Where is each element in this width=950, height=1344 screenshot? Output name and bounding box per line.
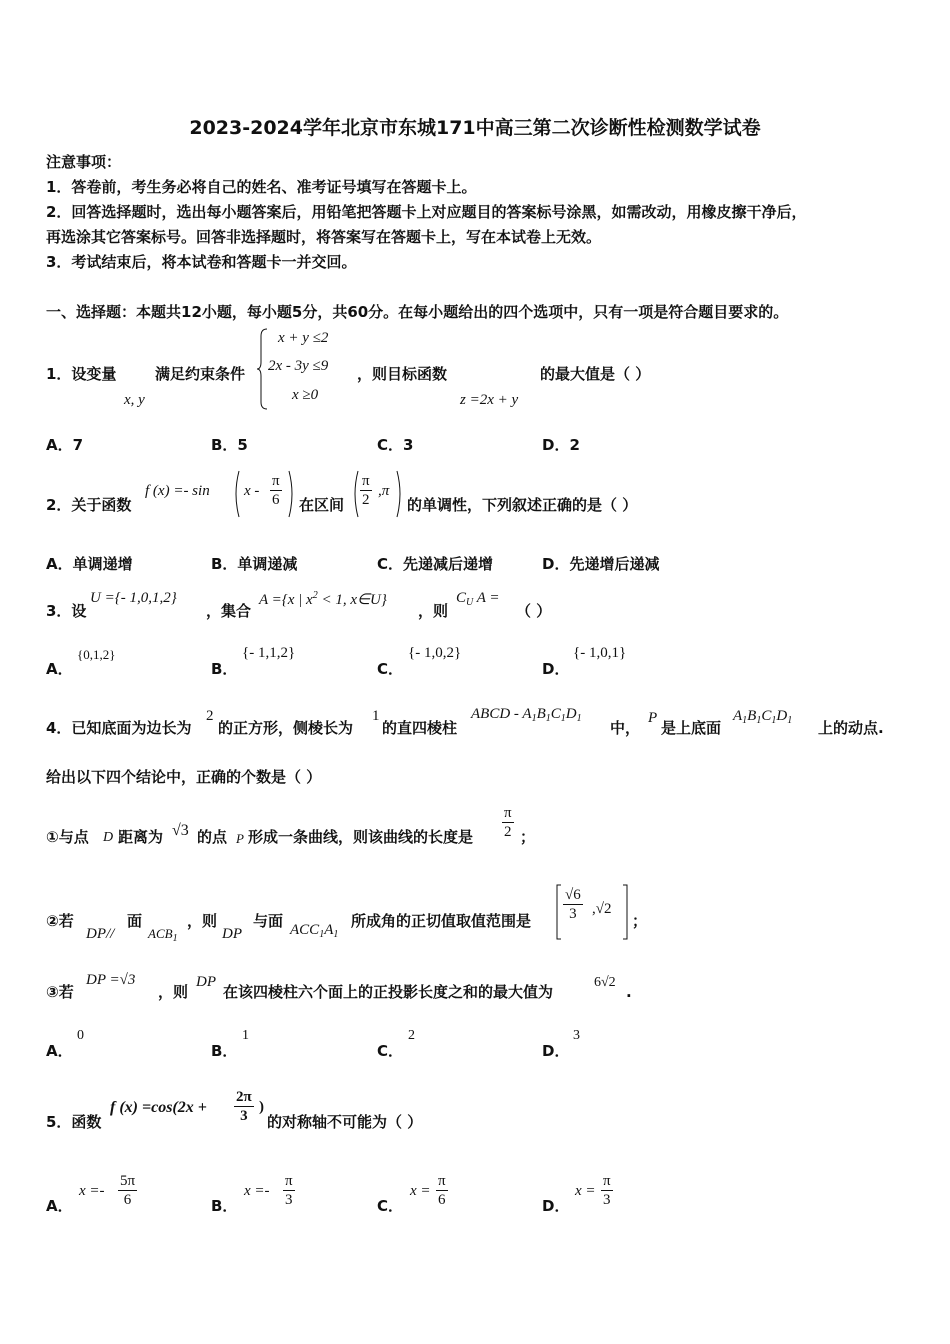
q4-prism: ABCD - $A_1B_1C_1D_1$ [471, 706, 582, 724]
q5-option-b: B． [211, 1197, 238, 1215]
q3-c-end: A = [476, 590, 500, 606]
q3-option-d: D． [542, 660, 570, 678]
q1-option-a: A．7 [46, 436, 84, 454]
q4-option-b: B． [211, 1042, 238, 1060]
q4-p6: 上的动点. [818, 719, 884, 737]
q4-s2-bracket-right [622, 884, 628, 940]
q4-s1-c: 的点 [197, 828, 228, 846]
q4-option-b-value: 1 [242, 1028, 249, 1043]
q4-s3-c: 在该四棱柱六个面上的正投影长度之和的最大值为 [223, 983, 554, 1001]
q1-option-c: C．3 [377, 436, 414, 454]
q4-s3-dp-eq: DP =√3 [86, 972, 136, 988]
q4-option-c: C． [377, 1042, 404, 1060]
q3-option-a: A． [46, 660, 73, 678]
q3-set-u: U ={- 1,0,1,2} [90, 590, 177, 606]
q4-s3-dp: DP [196, 974, 216, 990]
q3-prefix: 3．设 [46, 602, 87, 620]
q4-s2-acb-label: ACB [148, 926, 173, 941]
q5-option-c-frac [436, 1172, 448, 1209]
q5-option-c: C． [377, 1197, 404, 1215]
q4-s2-dp: DP [222, 926, 242, 942]
q5-option-a-frac [118, 1172, 137, 1209]
q4-s1-a: ①与点 [46, 828, 89, 846]
q2-pi-end: ,π [378, 483, 390, 499]
q5-option-d-frac [601, 1172, 613, 1209]
q3-option-a-value: {0,1,2} [77, 647, 116, 662]
q3-set-a [259, 590, 387, 609]
q4-s2-root2: ,√2 [592, 901, 612, 917]
q3-option-c-value: {- 1,0,2} [408, 645, 462, 661]
q3-set-a-1: A ={x | x [259, 592, 313, 608]
q2-option-c: C．先递减后递增 [377, 555, 494, 573]
q4-s1-two: 2 [504, 824, 512, 840]
q2-pi-2: π [362, 473, 370, 489]
q4-s2-acc-label: ACC [290, 922, 320, 938]
q4-s2-b: 面 [127, 912, 143, 930]
notice-item: 1．答卷前，考生务必将自己的姓名、准考证号填写在答题卡上。 [46, 178, 477, 196]
q1-constraint-3: x ≥0 [292, 387, 319, 403]
q2-two: 2 [362, 492, 370, 508]
q5-function: f (x) =cos(2x + [110, 1099, 207, 1116]
q4-s1-pi: π [504, 805, 512, 821]
q2-interval-left [351, 470, 359, 518]
q5-suffix: 的对称轴不可能为（ ） [267, 1113, 423, 1131]
q4-p1: 4．已知底面为边长为 [46, 719, 192, 737]
q4-s3-d: . [626, 983, 632, 1001]
q5-den: 3 [240, 1108, 248, 1124]
q2-six: 6 [272, 492, 280, 508]
q3-option-b-value: {- 1,1,2} [242, 645, 296, 661]
q1-prefix: 1．设变量 [46, 365, 117, 383]
q4-edge-length: 1 [372, 708, 380, 724]
q2-frac-pi6 [270, 472, 282, 509]
q4-s1-b: 距离为 [118, 828, 164, 846]
q4-side-length: 2 [206, 708, 214, 724]
page-title: 2023-2024学年北京市东城171中高三第二次诊断性检测数学试卷 [189, 117, 761, 139]
q1-suffix: 的最大值是（ ） [540, 365, 651, 383]
q4-s2-e: 所成角的正切值取值范围是 [351, 912, 532, 930]
q4-s2-a: ②若 [46, 912, 74, 930]
q3-set-a-2: < 1, x∈U} [321, 592, 387, 608]
q5-option-a-num: 5π [120, 1173, 136, 1189]
q1-mid2: ，则目标函数 [357, 365, 448, 383]
q5-option-b-den: 3 [285, 1192, 293, 1208]
q4-option-c-value: 2 [408, 1028, 415, 1043]
q1-mid: 满足约束条件 [155, 365, 246, 383]
q4-s2-acc: $ACC_1A_1$ [290, 922, 339, 940]
q1-option-d: D．2 [542, 436, 580, 454]
q4-line2: 给出以下四个结论中，正确的个数是（ ） [46, 768, 322, 786]
q1-constraint-1: x + y ≤2 [278, 330, 329, 346]
q4-s2-three: 3 [569, 906, 577, 922]
q4-p4: 中， [610, 719, 641, 737]
q3-option-c: C． [377, 660, 404, 678]
notice-heading: 注意事项： [46, 153, 122, 171]
q2-paren-left [232, 470, 240, 518]
q4-s2-root6: √6 [565, 887, 581, 903]
q4-option-a-value: 0 [77, 1028, 84, 1043]
q4-s1-d: 形成一条曲线，则该曲线的长度是 [248, 828, 474, 846]
q3-suffix: （ ） [516, 602, 552, 620]
q3-square: 2 [312, 590, 318, 601]
q5-option-a: A． [46, 1197, 73, 1215]
q4-option-d: D． [542, 1042, 570, 1060]
q2-mid: 在区间 [299, 496, 345, 514]
q5-close: ) [259, 1099, 264, 1115]
q4-p2: 的正方形，侧棱长为 [218, 719, 354, 737]
q4-s1-frac [502, 804, 514, 841]
q2-argument: x - [244, 483, 260, 499]
q2-option-b: B．单调递减 [211, 555, 298, 573]
q4-prism-label: ABCD - A [471, 706, 532, 722]
q4-s2-bracket-left [556, 884, 562, 940]
q5-option-b-num: π [285, 1173, 293, 1189]
q5-option-c-lhs: x = [410, 1183, 431, 1199]
q3-mid2: ，则 [418, 602, 449, 620]
q5-option-d: D． [542, 1197, 570, 1215]
q4-s2-dp-parallel: DP// [86, 926, 115, 942]
q2-pi: π [272, 473, 280, 489]
q4-p5: 是上底面 [661, 719, 722, 737]
q4-s2-frac [563, 886, 583, 923]
q3-option-d-value: {- 1,0,1} [573, 645, 627, 661]
notice-item: 再选涂其它答案标号。回答非选择题时，将答案写在答题卡上，写在本试卷上无效。 [46, 228, 602, 246]
q4-s2-d: 与面 [253, 912, 284, 930]
q1-option-b: B．5 [211, 436, 248, 454]
q4-point-p: P [648, 710, 658, 726]
q5-option-c-den: 6 [438, 1192, 446, 1208]
q2-paren-right [288, 470, 296, 518]
section-heading: 一、选择题：本题共12小题，每小题5分，共60分。在每小题给出的四个选项中，只有一项是符合题目要求的。 [46, 303, 789, 321]
q4-s3-max: 6√2 [594, 975, 616, 990]
q2-option-d: D．先递增后递减 [542, 555, 660, 573]
q5-prefix: 5．函数 [46, 1113, 102, 1131]
q4-s2-acb: $ACB_1$ [148, 926, 178, 944]
q2-prefix: 2．关于函数 [46, 496, 132, 514]
q5-option-b-frac [283, 1172, 295, 1209]
q4-s1-e: ； [520, 828, 536, 846]
q4-top-face: $A_1B_1C_1D_1$ [733, 708, 793, 726]
q2-suffix: 的单调性，下列叙述正确的是（ ） [407, 496, 638, 514]
q1-objective: z =2x + y [460, 392, 519, 408]
q1-vars: x, y [124, 392, 145, 408]
q5-option-d-num: π [603, 1173, 611, 1189]
q5-option-c-num: π [438, 1173, 446, 1189]
q2-interval-right [396, 470, 404, 518]
q3-complement [456, 590, 500, 608]
q3-mid: ，集合 [206, 602, 252, 620]
q2-option-a: A．单调递增 [46, 555, 133, 573]
q4-s3-b: ，则 [158, 983, 189, 1001]
notice-item: 3．考试结束后，将本试卷和答题卡一并交回。 [46, 253, 357, 271]
q5-option-a-den: 6 [123, 1192, 132, 1208]
q4-s1-root3: √3 [172, 822, 189, 839]
notice-item: 2．回答选择题时，选出每小题答案后，用铅笔把答题卡上对应题目的答案标号涂黑，如需改动，用橡皮擦干净后， [46, 203, 807, 221]
q4-s1-point-p: P [236, 831, 244, 846]
q5-option-a-lhs: x =- [79, 1183, 105, 1199]
q5-frac [234, 1088, 254, 1125]
q1-constraint-2: 2x - 3y ≤9 [268, 358, 329, 374]
q3-option-b: B． [211, 660, 238, 678]
q4-s2-f: ； [632, 912, 648, 930]
q5-num: 2π [236, 1089, 252, 1105]
q4-option-a: A． [46, 1042, 73, 1060]
q5-option-d-den: 3 [603, 1192, 611, 1208]
q2-frac-pi2 [360, 472, 372, 509]
q3-c: C [456, 590, 467, 606]
q3-c-sub: U [466, 597, 474, 608]
q4-option-d-value: 3 [573, 1028, 580, 1043]
q4-s3-a: ③若 [46, 983, 74, 1001]
q2-function: f (x) =- sin [145, 483, 210, 499]
q5-option-d-lhs: x = [575, 1183, 596, 1199]
q4-s1-point-d: D [103, 830, 114, 845]
q4-p3: 的直四棱柱 [382, 719, 458, 737]
q4-s2-c: ，则 [187, 912, 218, 930]
q5-option-b-lhs: x =- [244, 1183, 270, 1199]
